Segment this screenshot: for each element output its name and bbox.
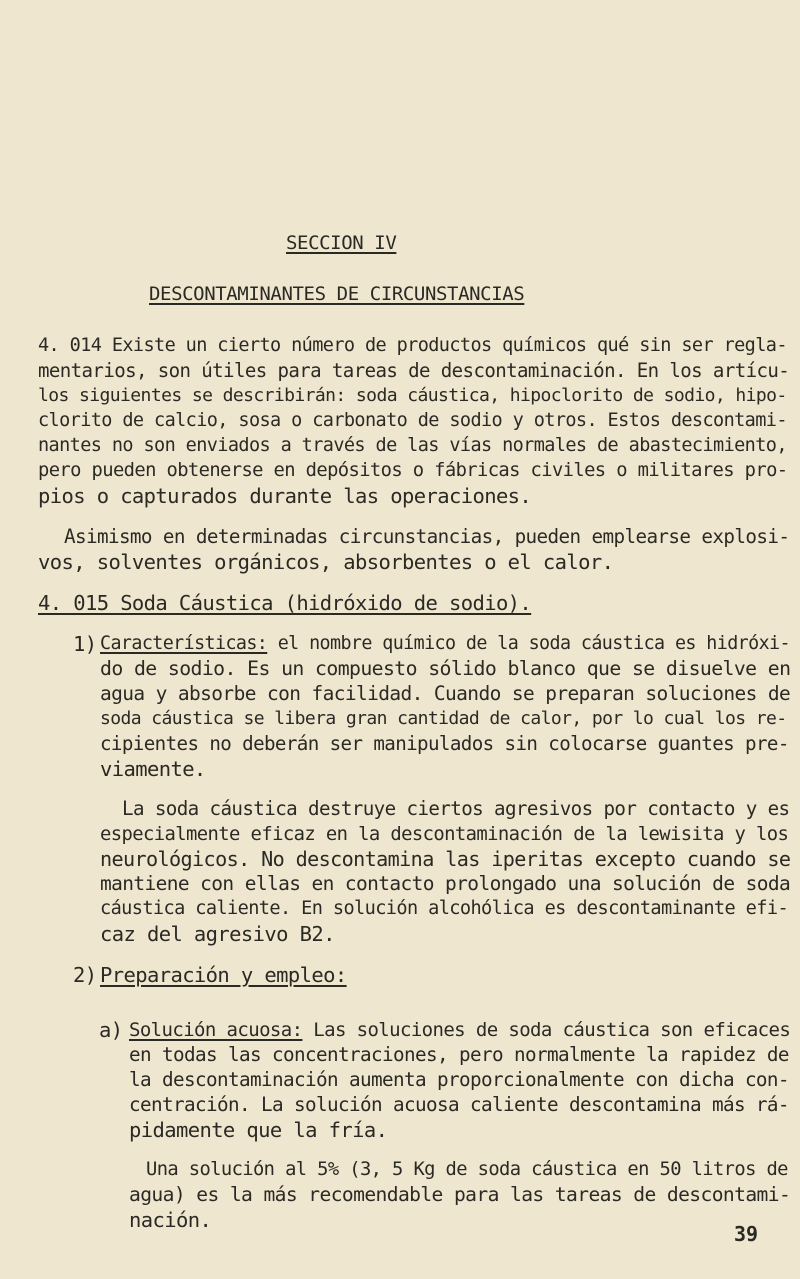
text-line: vos, solventes orgánicos, absorbentes o el calor.	[38, 550, 614, 574]
item-label: Preparación y empleo:	[100, 963, 347, 987]
text-span: el nombre químico de la soda cáustica es hidróxi-	[267, 633, 790, 654]
text-line: clorito de calcio, sosa o carbonato de sodio y otros. Estos descontami-	[38, 410, 787, 431]
text-line: cipientes no deberán ser manipulados sin colocarse guantes pre-	[100, 732, 789, 755]
text-line: agua) es la más recomendable para las tareas de descontami-	[129, 1183, 791, 1206]
text-line: do de sodio. Es un compuesto sólido blanco que se disuelve en	[100, 657, 791, 680]
text-line: pidamente que la fría.	[129, 1118, 388, 1142]
item-letter: a)	[99, 1018, 123, 1042]
item-first-line	[129, 1018, 790, 1042]
text-line: pios o capturados durante las operaciones.	[38, 484, 532, 508]
heading-4015: 4. 015 Soda Cáustica (hidróxido de sodio).	[38, 591, 532, 615]
section-title: SECCION IV	[286, 232, 397, 254]
text-line: los siguientes se describirán: soda cáustica, hipoclorito de sodio, hipo-	[38, 385, 787, 406]
text-line: Asimismo en determinadas circunstancias, pueden emplearse explosi-	[64, 525, 790, 548]
item-label: Características:	[100, 633, 268, 654]
page-number: 39	[734, 1222, 759, 1246]
text-line: caz del agresivo B2.	[100, 922, 335, 946]
text-line: la descontaminación aumenta proporcionalmente con dicha con-	[129, 1068, 789, 1091]
text-line: en todas las concentraciones, pero normalmente la rapidez de	[129, 1043, 789, 1066]
text-line: nantes no son enviados a través de las vías normales de abastecimiento,	[38, 435, 787, 456]
text-line: 4. 014 Existe un cierto número de productos químicos qué sin ser regla-	[38, 335, 787, 356]
text-line: viamente.	[100, 757, 206, 781]
item-number: 2)	[73, 963, 97, 987]
text-line: Una solución al 5% (3, 5 Kg de soda cáustica en 50 litros de	[146, 1159, 788, 1180]
item-label: Solución acuosa:	[129, 1019, 303, 1041]
text-line: especialmente eficaz en la descontaminación de la lewisita y los	[100, 823, 789, 845]
text-line: cáustica caliente. En solución alcohólica es descontaminante efi-	[100, 898, 789, 919]
text-line: neurológicos. No descontamina las iperitas excepto cuando se	[100, 847, 791, 871]
text-line: mantiene con ellas en contacto prolongado una solución de soda	[100, 872, 791, 895]
text-line: soda cáustica se libera gran cantidad de calor, por lo cual los re-	[100, 708, 787, 729]
text-line: centración. La solución acuosa caliente descontamina más rá-	[129, 1093, 789, 1116]
item-first-line	[100, 632, 790, 656]
chapter-title: DESCONTAMINANTES DE CIRCUNSTANCIAS	[149, 283, 525, 305]
text-line: mentarios, son útiles para tareas de descontaminación. En los artícu-	[38, 360, 790, 382]
text-line: nación.	[129, 1208, 212, 1232]
text-span: Las soluciones de soda cáustica son eficaces	[302, 1019, 791, 1041]
text-line: agua y absorbe con facilidad. Cuando se preparan soluciones de	[100, 682, 791, 705]
text-line: pero pueden obtenerse en depósitos o fábricas civiles o militares pro-	[38, 460, 788, 481]
item-number: 1)	[73, 632, 97, 656]
text-line: La soda cáustica destruye ciertos agresivos por contacto y es	[122, 797, 790, 820]
